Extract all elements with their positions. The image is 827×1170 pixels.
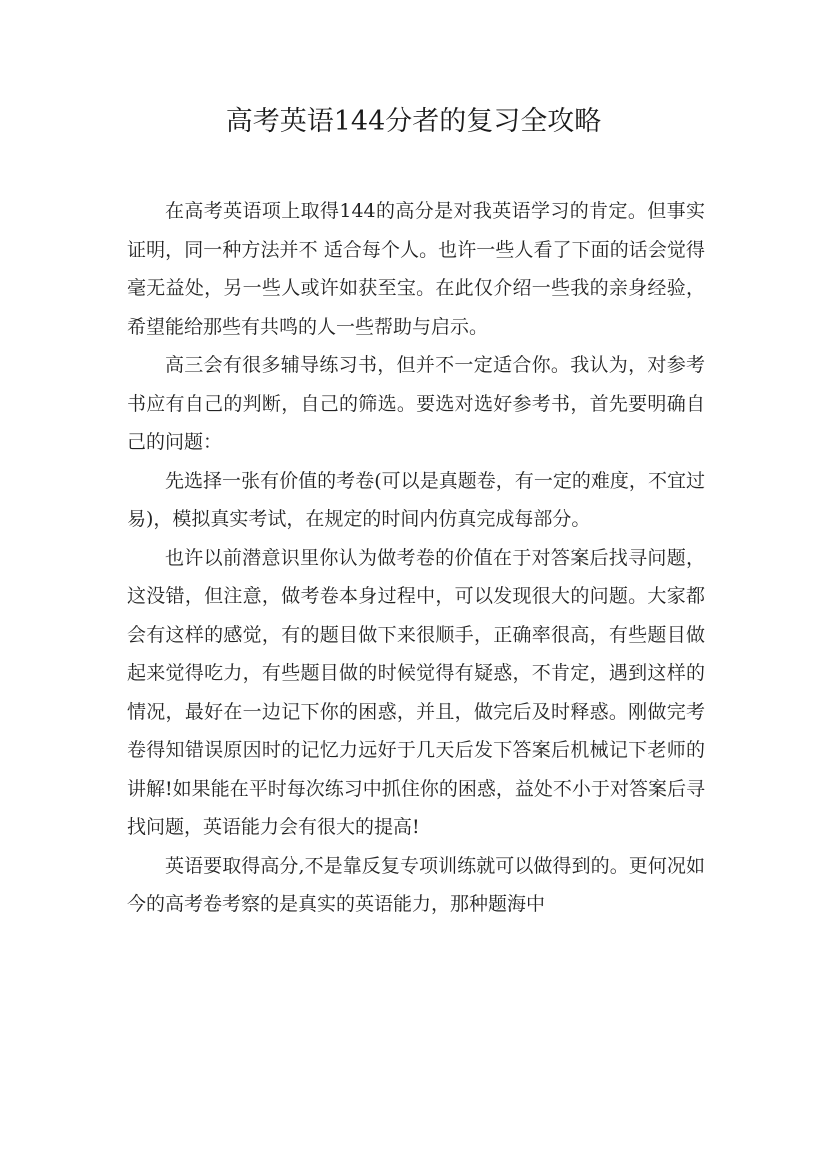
paragraph: 先选择一张有价值的考卷(可以是真题卷，有一定的难度，不宜过易)，模拟真实考试，在规定的时间内仿真完成每部分。 (127, 469, 705, 530)
document-body (127, 192, 705, 924)
paragraph: 高三会有很多辅导练习书，但并不一定适合你。我认为，对参考书应有自己的判断，自己的筛选。要选对选好参考书，首先要明确自己的问题： (127, 354, 705, 453)
document-title: 高考英语144分者的复习全攻略 (225, 106, 602, 137)
paragraph: 在高考英语项上取得144的高分是对我英语学习的肯定。但事实证明，同一种方法并不 适合每个人。也许一些人看了下面的话会觉得毫无益处，另一些人或许如获至宝。在此仅介绍一些我的亲身经验，希望能给那些有共鸣的人一些帮助与启示。 (127, 200, 705, 338)
paragraph: 英语要取得高分,不是靠反复专项训练就可以做得到的。更何况如今的高考卷考察的是真实的英语能力，那种题海中 (127, 854, 705, 915)
paragraph: 也许以前潜意识里你认为做考卷的价值在于对答案后找寻问题，这没错，但注意，做考卷本身过程中，可以发现很大的问题。大家都会有这样的感觉，有的题目做下来很顺手，正确率很高，有些题目做起来觉得吃力，有些题目做的时候觉得有疑惑，不肯定，遇到这样的情况，最好在一边记下你的困惑，并且，做完后及时释惑。刚做完考卷得知错误原因时的记忆力远好于几天后发下答案后机械记下老师的讲解!如果能在平时每次练习中抓住你的困惑，益处不小于对答案后寻找问题，英语能力会有很大的提高! (127, 546, 705, 838)
